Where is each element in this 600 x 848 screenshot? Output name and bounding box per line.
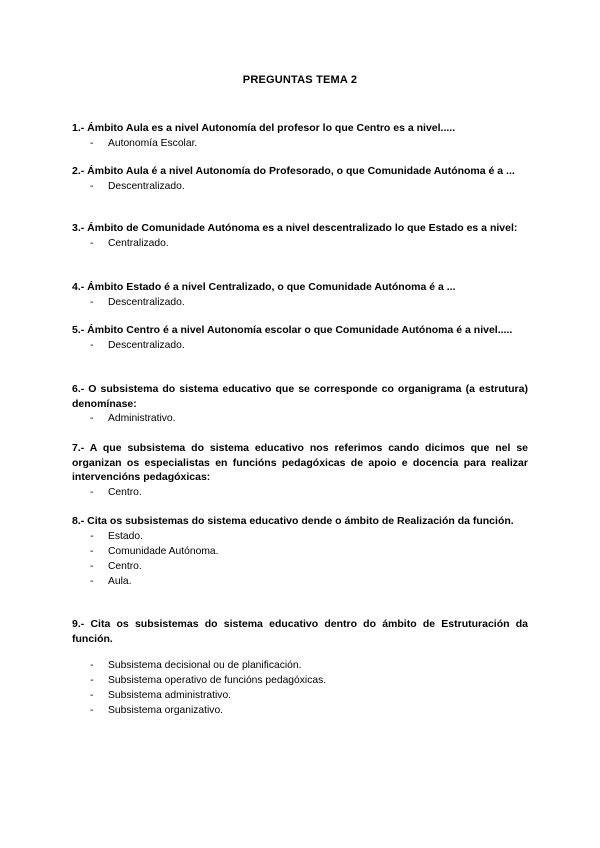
page-title: PREGUNTAS TEMA 2 (242, 74, 358, 86)
answer-item: - Autonomía Escolar. (90, 137, 198, 149)
answer-item: - Centralizado. (90, 237, 169, 249)
answer-text: Estado. (108, 530, 143, 542)
question-text: 8.- Cita os subsistemas do sistema educativo dende o ámbito de Realización da función. (72, 515, 514, 527)
question-text: 7.- A que subsistema do sistema educativo nos referimos cando dicimos que nel se organizan os especialistas en funcións pedagóxicas de apoio e docencia para realizar intervencións pedagóxicas: (72, 442, 528, 483)
answer-item: - Descentralizado. (90, 296, 185, 308)
question-9 (72, 617, 528, 718)
answer-text: Aula. (108, 575, 132, 587)
answer-item: - Descentralizado. (90, 339, 185, 351)
question-3 (72, 221, 528, 251)
answer-item: - Subsistema organizativo. (90, 705, 224, 716)
answer-list (72, 179, 528, 194)
answer-text: Administrativo. (108, 413, 176, 424)
answer-item: - Comunidade Autónoma. (90, 545, 219, 557)
answer-list (72, 411, 528, 426)
question-5 (72, 323, 528, 353)
question-2 (72, 164, 528, 194)
question-1 (72, 121, 528, 151)
answer-text: Centro. (108, 486, 142, 498)
answer-text: Comunidade Autónoma. (108, 545, 219, 557)
answer-text: Descentralizado. (108, 180, 185, 192)
answer-item: - Estado. (90, 530, 143, 542)
answer-text: Subsistema administrativo. (108, 690, 232, 701)
spacer (72, 646, 528, 658)
answer-text: Subsistema organizativo. (108, 705, 224, 716)
answer-list (72, 338, 528, 353)
question-7 (72, 441, 528, 500)
answer-list (72, 485, 528, 500)
answer-text: Autonomía Escolar. (108, 137, 198, 149)
answer-list (72, 658, 528, 718)
question-text: 3.- Ámbito de Comunidade Autónoma es a nivel descentralizado lo que Estado es a nivel: (72, 222, 518, 234)
answer-text: Subsistema operativo de funcións pedagóxicas. (108, 675, 327, 686)
answer-item: - Subsistema operativo de funcións pedagóxicas. (90, 675, 327, 686)
answer-item: - Centro. (90, 560, 142, 572)
answer-item: - Subsistema decisional ou de planificación. (90, 660, 302, 671)
answer-list (72, 136, 528, 151)
answer-text: Centralizado. (108, 237, 169, 249)
answer-list (72, 295, 528, 310)
answer-item: - Aula. (90, 575, 132, 587)
question-8 (72, 514, 528, 589)
question-text: 4.- Ámbito Estado é a nivel Centralizado, o que Comunidade Autónoma é a ... (72, 281, 456, 293)
answer-list (72, 529, 528, 589)
answer-list (72, 236, 528, 251)
question-4 (72, 280, 528, 310)
answer-text: Centro. (108, 560, 142, 572)
answer-item: - Descentralizado. (90, 180, 185, 192)
answer-text: Descentralizado. (108, 339, 185, 351)
answer-item: - Administrativo. (90, 413, 176, 424)
answer-text: Descentralizado. (108, 296, 185, 308)
answer-item: - Subsistema administrativo. (90, 690, 232, 701)
answer-item: - Centro. (90, 486, 142, 498)
question-text: 5.- Ámbito Centro é a nivel Autonomía escolar o que Comunidade Autónoma é a nivel..... (72, 324, 513, 336)
question-text: 2.- Ámbito Aula é a nivel Autonomía do Profesorado, o que Comunidade Autónoma é a ... (72, 165, 515, 177)
question-text: 1.- Ámbito Aula es a nivel Autonomía del profesor lo que Centro es a nivel..... (72, 122, 456, 134)
question-text: 9.- Cita os subsistemas do sistema educativo dentro do ámbito de Estruturación da función. (72, 618, 528, 645)
answer-text: Subsistema decisional ou de planificación. (108, 660, 302, 671)
question-text: 6.- O subsistema do sistema educativo que se corresponde co organigrama (a estrutura) denomínase: (72, 383, 528, 410)
question-6 (72, 382, 528, 426)
